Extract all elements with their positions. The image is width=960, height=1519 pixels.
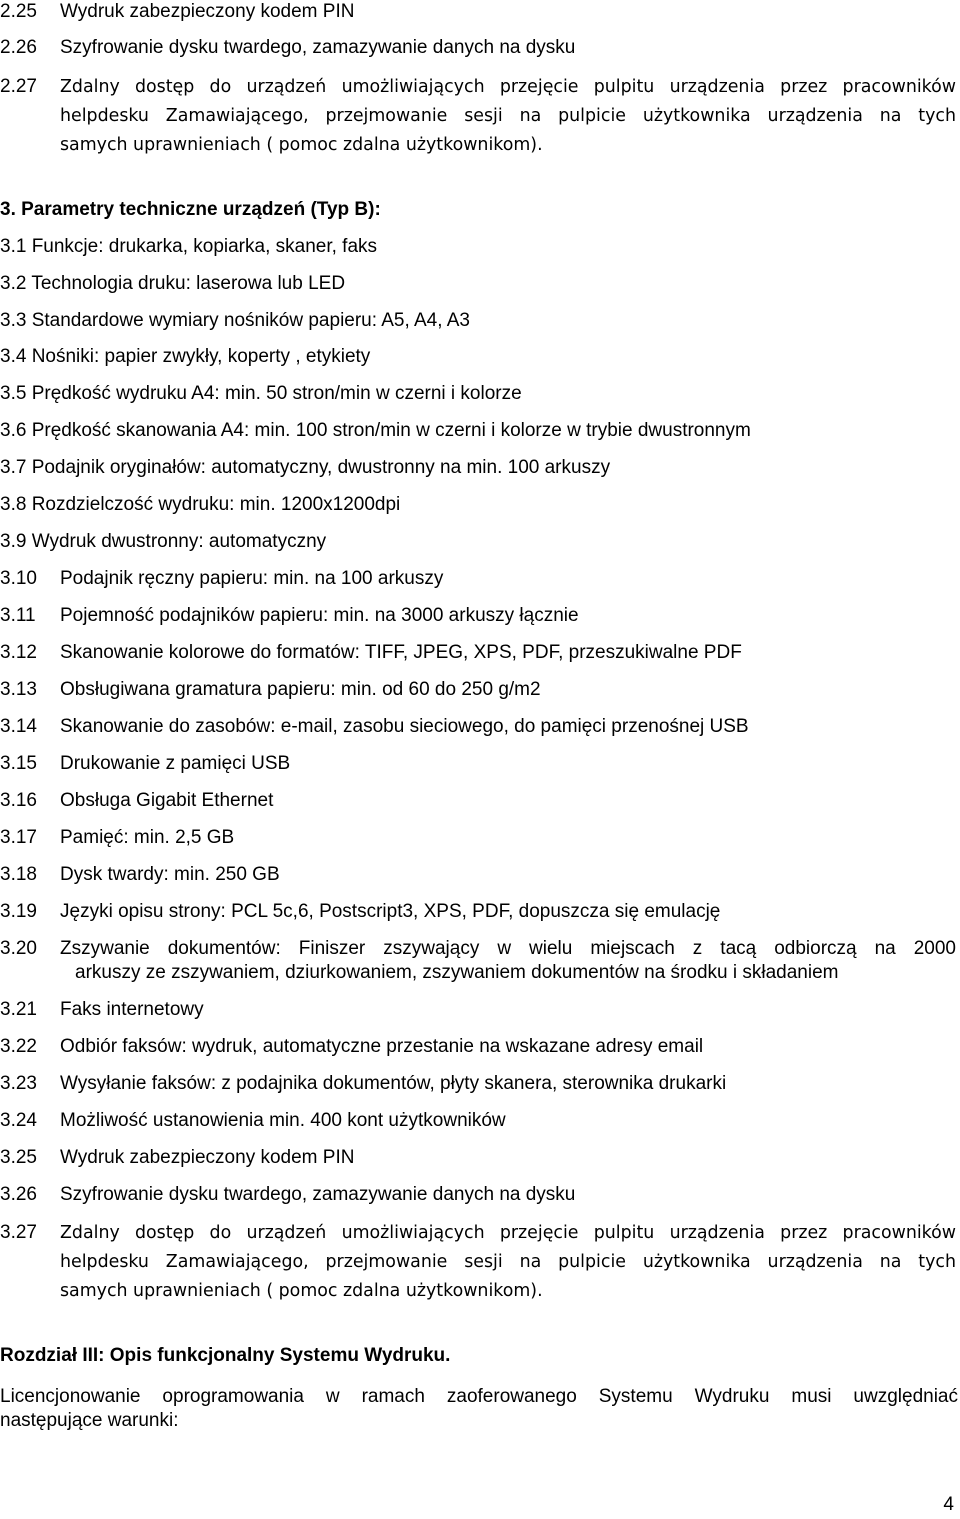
- section-heading: 3. Parametry techniczne urządzeń (Typ B):: [0, 199, 381, 220]
- item-text: Zdalny dostęp do urządzeń umożliwiających przejęcie pulpitu urządzenia przez pracowników: [60, 1223, 956, 1243]
- item-text: Możliwość ustanowienia min. 400 kont użytkowników: [60, 1110, 506, 1131]
- item-number: 3.12: [0, 642, 37, 663]
- item-number: 3.17: [0, 827, 37, 848]
- paragraph-text: Licencjonowanie oprogramowania w ramach zaoferowanego Systemu Wydruku musi uwzględniać: [0, 1386, 958, 1407]
- item-text: Skanowanie kolorowe do formatów: TIFF, JPEG, XPS, PDF, przeszukiwalne PDF: [60, 642, 742, 663]
- list-item: 3.6 Prędkość skanowania A4: min. 100 stron/min w czerni i kolorze w trybie dwustronnym: [0, 420, 751, 441]
- item-number: 3.24: [0, 1110, 37, 1131]
- list-item: 3.4 Nośniki: papier zwykły, koperty , etykiety: [0, 346, 371, 367]
- item-text: Odbiór faksów: wydruk, automatyczne przestanie na wskazane adresy email: [60, 1036, 704, 1057]
- item-text: helpdesku Zamawiającego, przejmowanie sesji na pulpicie użytkownika urządzenia na tych: [60, 106, 956, 126]
- item-text: Obsługiwana gramatura papieru: min. od 60 do 250 g/m2: [60, 679, 541, 700]
- item-number: 2.27: [0, 76, 37, 97]
- page-number: 4: [943, 1494, 954, 1515]
- item-text: Skanowanie do zasobów: e-mail, zasobu sieciowego, do pamięci przenośnej USB: [60, 716, 749, 737]
- item-text: Podajnik ręczny papieru: min. na 100 arkuszy: [60, 568, 444, 589]
- item-number: 3.15: [0, 753, 37, 774]
- list-item: 3.2 Technologia druku: laserowa lub LED: [0, 273, 346, 294]
- item-number: 3.22: [0, 1036, 37, 1057]
- item-number: 3.13: [0, 679, 37, 700]
- item-number: 3.19: [0, 901, 37, 922]
- item-text: Faks internetowy: [60, 999, 204, 1020]
- item-number: 2.25: [0, 1, 37, 22]
- item-number: 2.26: [0, 37, 37, 58]
- item-number: 3.27: [0, 1222, 37, 1243]
- item-number: 3.23: [0, 1073, 37, 1094]
- item-number: 3.16: [0, 790, 37, 811]
- item-number: 3.18: [0, 864, 37, 885]
- item-text: helpdesku Zamawiającego, przejmowanie sesji na pulpicie użytkownika urządzenia na tych: [60, 1252, 956, 1272]
- list-item: 3.8 Rozdzielczość wydruku: min. 1200x1200dpi: [0, 494, 401, 515]
- item-text: samych uprawnieniach ( pomoc zdalna użytkownikom).: [60, 135, 543, 155]
- item-text: Szyfrowanie dysku twardego, zamazywanie danych na dysku: [60, 37, 576, 58]
- item-number: 3.26: [0, 1184, 37, 1205]
- item-number: 3.20: [0, 938, 37, 959]
- item-text: Zszywanie dokumentów: Finiszer zszywający w wielu miejscach z tacą odbiorczą na 2000: [60, 938, 956, 959]
- item-text: Pamięć: min. 2,5 GB: [60, 827, 235, 848]
- item-text: Zdalny dostęp do urządzeń umożliwiających przejęcie pulpitu urządzenia przez pracowników: [60, 77, 956, 97]
- item-text: Dysk twardy: min. 250 GB: [60, 864, 280, 885]
- list-item: 3.1 Funkcje: drukarka, kopiarka, skaner, faks: [0, 236, 378, 257]
- item-continuation: arkuszy ze zszywaniem, dziurkowaniem, zszywaniem dokumentów na środku i składaniem: [75, 962, 839, 983]
- list-item: 3.5 Prędkość wydruku A4: min. 50 stron/min w czerni i kolorze: [0, 383, 522, 404]
- paragraph-line: następujące warunki:: [0, 1410, 179, 1431]
- item-number: 3.14: [0, 716, 37, 737]
- item-number: 3.25: [0, 1147, 37, 1168]
- item-number: 3.21: [0, 999, 37, 1020]
- item-text: samych uprawnieniach ( pomoc zdalna użytkownikom).: [60, 1281, 543, 1301]
- chapter-heading: Rozdział III: Opis funkcjonalny Systemu Wydruku.: [0, 1345, 451, 1366]
- list-item: 3.3 Standardowe wymiary nośników papieru: A5, A4, A3: [0, 310, 470, 331]
- item-text: Drukowanie z pamięci USB: [60, 753, 291, 774]
- list-item: 3.9 Wydruk dwustronny: automatyczny: [0, 531, 327, 552]
- item-text: Obsługa Gigabit Ethernet: [60, 790, 274, 811]
- item-number: 3.11: [0, 605, 36, 626]
- item-number: 3.10: [0, 568, 37, 589]
- item-text: Wydruk zabezpieczony kodem PIN: [60, 1, 355, 22]
- item-text: Języki opisu strony: PCL 5c,6, Postscript3, XPS, PDF, dopuszcza się emulację: [60, 901, 721, 922]
- item-text: Szyfrowanie dysku twardego, zamazywanie danych na dysku: [60, 1184, 576, 1205]
- item-text: Wysyłanie faksów: z podajnika dokumentów, płyty skanera, sterownika drukarki: [60, 1073, 727, 1094]
- list-item: 3.7 Podajnik oryginałów: automatyczny, dwustronny na min. 100 arkuszy: [0, 457, 611, 478]
- item-text: Pojemność podajników papieru: min. na 3000 arkuszy łącznie: [60, 605, 579, 626]
- item-text: Wydruk zabezpieczony kodem PIN: [60, 1147, 355, 1168]
